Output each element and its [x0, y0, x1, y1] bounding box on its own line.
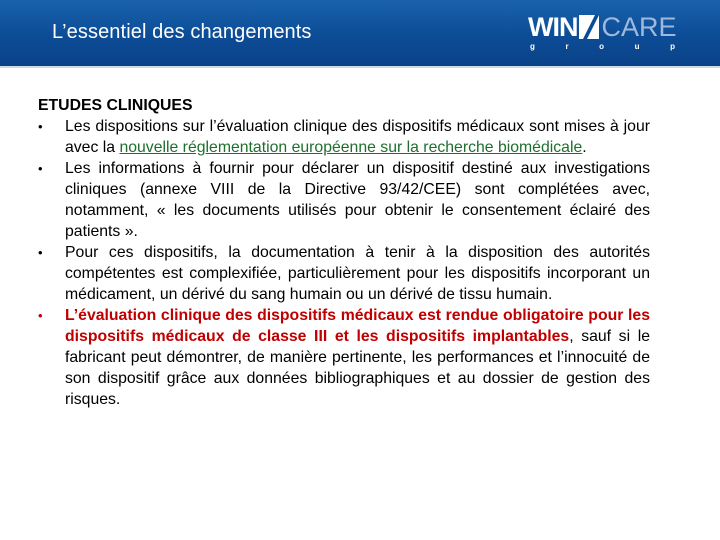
bullet-emphasis: L’évaluation clinique des dispositifs médicaux est rendue obligatoire pour les dispositifs médicaux de classe III et les dispositifs implantables [65, 307, 650, 345]
bullet-icon: • [38, 308, 43, 323]
logo-sub-letter: g [530, 42, 535, 51]
logo-slash-icon [579, 15, 599, 39]
wincare-logo [528, 13, 678, 53]
logo-sub-letter: p [670, 42, 675, 51]
logo-text-win: WIN [528, 12, 578, 42]
logo-wordmark [528, 13, 677, 41]
bullet-item [38, 305, 650, 410]
bullet-list [38, 116, 650, 410]
bullet-text: Les informations à fournir pour déclarer un dispositif destiné aux investigations cliniques (annexe VIII de la Directive 93/42/CEE) sont complétées avec, notamment, « les documents utilisés pour obtenir le consentement éclairé des patients ». [65, 160, 650, 240]
bullet-text-end: . [582, 139, 587, 156]
slide-content [38, 95, 650, 410]
header-bar [0, 0, 720, 68]
bullet-icon: • [38, 161, 43, 176]
bullet-text: Pour ces dispositifs, la documentation à tenir à la disposition des autorités compétentes est complexifiée, particulièrement pour les dispositifs incorporant un médicament, un dérivé du sang humain ou un dérivé de tissu humain. [65, 244, 650, 303]
bullet-icon: • [38, 119, 43, 134]
section-heading: ETUDES CLINIQUES [38, 97, 193, 114]
logo-text-care: CARE [601, 12, 677, 42]
logo-sub-letter: u [634, 42, 640, 51]
bullet-text: , sauf si le fabricant peut démontrer, de manière pertinente, les performances et l’innocuité de son dispositif grâce aux données bibliographiques et au dossier de gestion des risques. [65, 328, 650, 408]
bullet-icon: • [38, 245, 43, 260]
bullet-item [38, 158, 650, 242]
bullet-item [38, 242, 650, 305]
logo-subtitle [530, 42, 675, 51]
bullet-item [38, 116, 650, 158]
logo-sub-letter: r [565, 42, 569, 51]
bullet-text: Les dispositions sur l’évaluation clinique des dispositifs médicaux sont mises à jour avec la [65, 118, 650, 156]
logo-sub-letter: o [599, 42, 605, 51]
slide-title: L’essentiel des changements [52, 21, 312, 43]
regulation-link[interactable]: nouvelle réglementation européenne sur la recherche biomédicale [119, 139, 583, 156]
